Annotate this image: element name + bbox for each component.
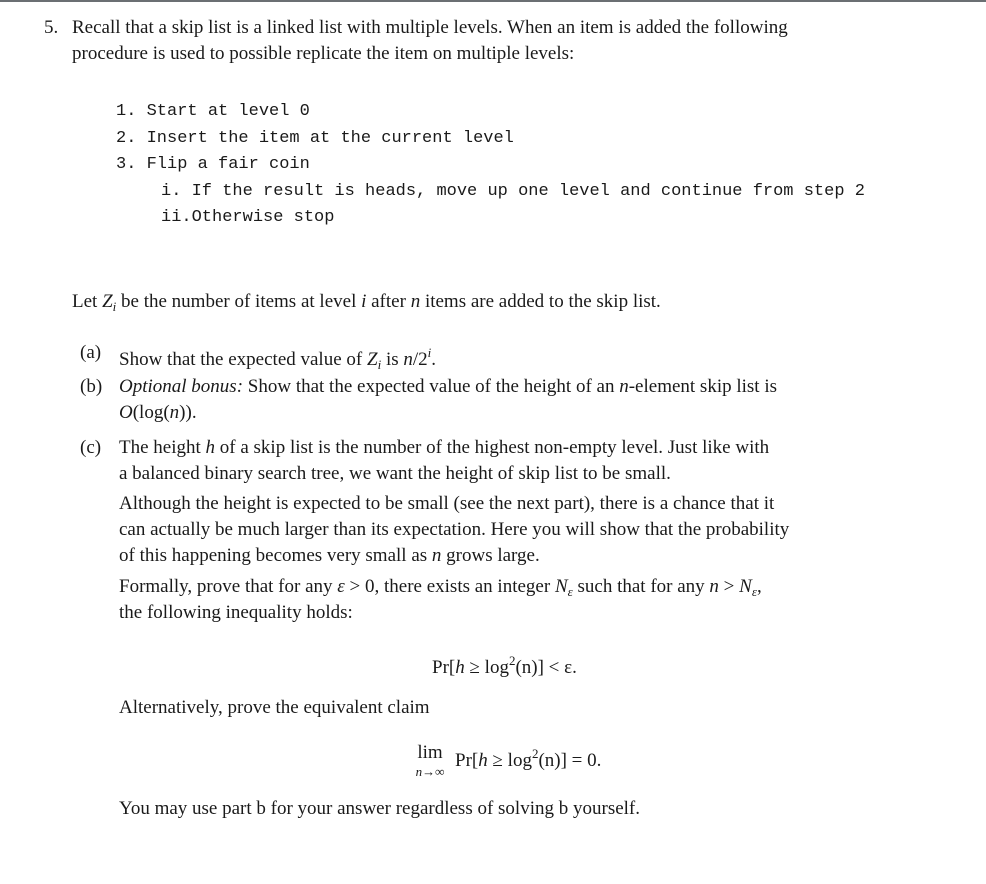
procedure-text: Insert the item at the current level xyxy=(146,129,514,148)
part-a-label: (a) xyxy=(80,342,102,363)
subprocedure-text: If the result is heads, move up one level and continue from step 2 xyxy=(191,182,865,201)
limit-operator: lim n→∞ xyxy=(415,742,445,779)
intro-line-2: procedure is used to possible replicate the item on multiple levels: xyxy=(72,43,575,64)
subprocedure-text: Otherwise stop xyxy=(191,208,335,227)
final-note: You may use part b for your answer regardless of solving b yourself. xyxy=(119,798,640,819)
part-b-line-2: O(log(n)). xyxy=(119,402,197,423)
subprocedure-num: ii. xyxy=(161,208,192,227)
part-b-label: (b) xyxy=(80,376,103,397)
procedure-num: 2. xyxy=(116,129,137,148)
part-c-line-2: a balanced binary search tree, we want the height of skip list to be small. xyxy=(119,463,671,484)
subprocedure-item xyxy=(161,179,865,205)
alternative-text: Alternatively, prove the equivalent claim xyxy=(119,697,430,718)
procedure-num: 3. xyxy=(116,155,137,174)
equation-1: $Pr[h \ge \log^2(n)] < \varepsilon$. xyxy=(432,653,577,678)
procedure-num: 1. xyxy=(116,102,137,121)
procedure-item xyxy=(116,152,310,178)
part-c-line-1: The height h of a skip list is the number of the highest non-empty level. Just like with xyxy=(119,437,770,458)
procedure-item xyxy=(116,126,514,152)
part-c-line-4: can actually be much larger than its expectation. Here you will show that the probability xyxy=(119,519,790,540)
equation-2: $Pr[h \ge \log^2(n)] = 0$. xyxy=(455,746,602,771)
part-c-line-5: of this happening becomes very small as n grows large. xyxy=(119,545,540,566)
procedure-text: Start at level 0 xyxy=(146,102,310,121)
definition-line: Let $Z_i$ be the number of items at level i after n items are added to the skip list. xyxy=(72,291,661,314)
part-c-line-6: Formally, prove that for any ε > 0, there exists an integer $N_\varepsilon$ such that for any $n > N_\varepsilon$, xyxy=(119,576,762,599)
part-c-line-3: Although the height is expected to be small (see the next part), there is a chance that it xyxy=(119,493,775,514)
subprocedure-item xyxy=(161,205,334,231)
top-border xyxy=(0,0,986,2)
subprocedure-num: i. xyxy=(161,182,182,201)
intro-line-1: Recall that a skip list is a linked list with multiple levels. When an item is added the following xyxy=(72,17,788,38)
procedure-text: Flip a fair coin xyxy=(146,155,310,174)
procedure-item xyxy=(116,99,310,125)
part-b-line-1: Optional bonus: Show that the expected value of the height of an n-element skip list is xyxy=(119,376,778,397)
problem-number: 5. xyxy=(44,17,59,38)
part-c-label: (c) xyxy=(80,437,102,458)
part-c-line-7: the following inequality holds: xyxy=(119,602,353,623)
part-a-text: Show that the expected value of $Z_i$ is n/2$^i$. xyxy=(119,345,437,372)
